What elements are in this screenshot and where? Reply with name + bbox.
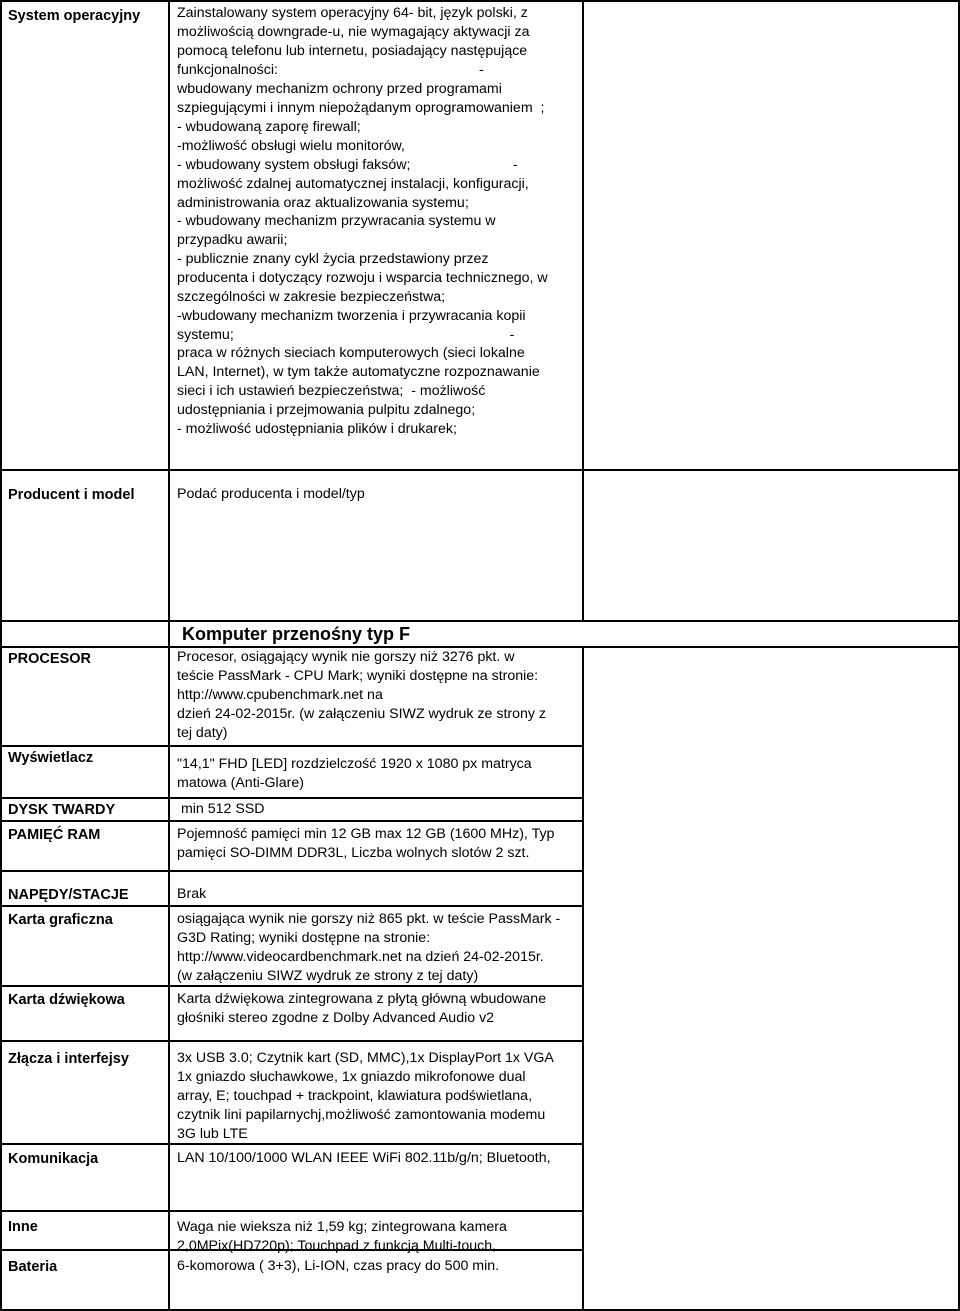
os-line: - wbudowany mechanizm przywracania systemu w [177, 213, 496, 229]
os-line: LAN, Internet), w tym także automatyczne rozpoznawanie [177, 364, 540, 380]
os-line: wbudowany mechanizm ochrony przed programami [177, 81, 502, 97]
row-value-dysk: min 512 SSD [177, 801, 265, 817]
value-line: 2,0MPix(HD720p); Touchpad z funkcją Multi-touch, [177, 1238, 497, 1254]
row-label-bateria: Bateria [8, 1259, 58, 1275]
os-line: Zainstalowany system operacyjny 64- bit, język polski, z [177, 5, 528, 21]
row-label-inne: Inne [8, 1219, 38, 1235]
row-label-wyswietlacz: Wyświetlacz [8, 750, 94, 766]
row-label-napedy: NAPĘDY/STACJE [8, 887, 129, 903]
row-label-grafika: Karta graficzna [8, 912, 113, 928]
value-line: Waga nie wieksza niż 1,59 kg; zintegrowana kamera [177, 1219, 507, 1235]
value-line: Pojemność pamięci min 12 GB max 12 GB (1600 MHz), Typ [177, 826, 555, 842]
producer-label: Producent i model [8, 487, 135, 503]
os-line: funkcjonalności: - [177, 62, 484, 78]
value-line: dzień 24-02-2015r. (w załączeniu SIWZ wydruk ze strony z [177, 706, 547, 722]
row-value-komunikacja: LAN 10/100/1000 WLAN IEEE WiFi 802.11b/g/n; Bluetooth, [177, 1150, 551, 1166]
os-line: - publicznie znany cykl życia przedstawiony przez [177, 251, 489, 267]
os-line: sieci i ich ustawień bezpieczeństwa; - możliwość [177, 383, 486, 399]
os-line: administrowania oraz aktualizowania systemu; [177, 195, 469, 211]
os-line: -wbudowany mechanizm tworzenia i przywracania kopii [177, 308, 526, 324]
row-label-procesor: PROCESOR [8, 651, 91, 667]
os-line: producenta i dotyczący rozwoju i wsparcia technicznego, w [177, 270, 548, 286]
os-line: szczególności w zakresie bezpieczeństwa; [177, 289, 446, 305]
row-label-ram: PAMIĘĆ RAM [8, 827, 101, 843]
value-line: teście PassMark - CPU Mark; wyniki dostępne na stronie: [177, 668, 539, 684]
row-label-dysk: DYSK TWARDY [8, 802, 116, 818]
value-line: 3G lub LTE [177, 1126, 248, 1142]
value-line: array, E; touchpad + trackpoint, klawiatura podświetlana, [177, 1088, 533, 1104]
value-line: osiągająca wynik nie gorszy niż 865 pkt. w teście PassMark - [177, 911, 561, 927]
os-line: systemu; - [177, 327, 515, 343]
os-line: możliwością downgrade-u, nie wymagający aktywacji za [177, 24, 530, 40]
value-line: http://www.videocardbenchmark.net na dzień 24-02-2015r. [177, 949, 544, 965]
os-line: - wbudowany system obsługi faksów; - [177, 157, 518, 173]
value-line: G3D Rating; wyniki dostępne na stronie: [177, 930, 431, 946]
value-line: Karta dźwiękowa zintegrowana z płytą główną wbudowane [177, 991, 547, 1007]
row-label-dzwiek: Karta dźwiękowa [8, 992, 125, 1008]
os-line: pomocą telefonu lub internetu, posiadający następujące [177, 43, 528, 59]
value-line: http://www.cpubenchmark.net na [177, 687, 383, 703]
os-line: szpiegującymi i innym niepożądanym oprogramowaniem ; [177, 100, 545, 116]
os-line: praca w różnych sieciach komputerowych (sieci lokalne [177, 345, 525, 361]
value-line: 3x USB 3.0; Czytnik kart (SD, MMC),1x DisplayPort 1x VGA [177, 1050, 554, 1066]
os-line: możliwość zdalnej automatycznej instalacji, konfiguracji, [177, 176, 529, 192]
row-label-komunikacja: Komunikacja [8, 1151, 99, 1167]
value-line: tej daty) [177, 725, 228, 741]
row-value-bateria: 6-komorowa ( 3+3), Li-ION, czas pracy do 500 min. [177, 1258, 500, 1274]
value-line: matowa (Anti-Glare) [177, 775, 304, 791]
producer-value: Podać producenta i model/typ [177, 486, 365, 502]
value-line: "14,1" FHD [LED] rozdzielczość 1920 x 1080 px matryca [177, 756, 532, 772]
row-label-zlacza: Złącza i interfejsy [8, 1051, 129, 1067]
value-line: 1x gniazdo słuchawkowe, 1x gniazdo mikrofonowe dual [177, 1069, 526, 1085]
value-line: czytnik lini papilarnychj,możliwość zamontowania modemu [177, 1107, 546, 1123]
os-line: udostępniania i przejmowania pulpitu zdalnego; [177, 402, 476, 418]
value-line: pamięci SO-DIMM DDR3L, Liczba wolnych slotów 2 szt. [177, 845, 530, 861]
os-line: -możliwość obsługi wielu monitorów, [177, 138, 405, 154]
os-line: - możliwość udostępniania plików i drukarek; [177, 421, 457, 437]
section-title: Komputer przenośny typ F [181, 624, 410, 644]
value-line: głośniki stereo zgodne z Dolby Advanced Audio v2 [177, 1010, 495, 1026]
value-line: Procesor, osiągający wynik nie gorszy niż 3276 pkt. w [177, 649, 515, 665]
os-label: System operacyjny [8, 8, 141, 24]
os-line: przypadku awarii; [177, 232, 288, 248]
os-line: - wbudowaną zaporę firewall; [177, 119, 361, 135]
row-value-napedy: Brak [177, 886, 207, 902]
value-line: (w załączeniu SIWZ wydruk ze strony z tej daty) [177, 968, 479, 984]
